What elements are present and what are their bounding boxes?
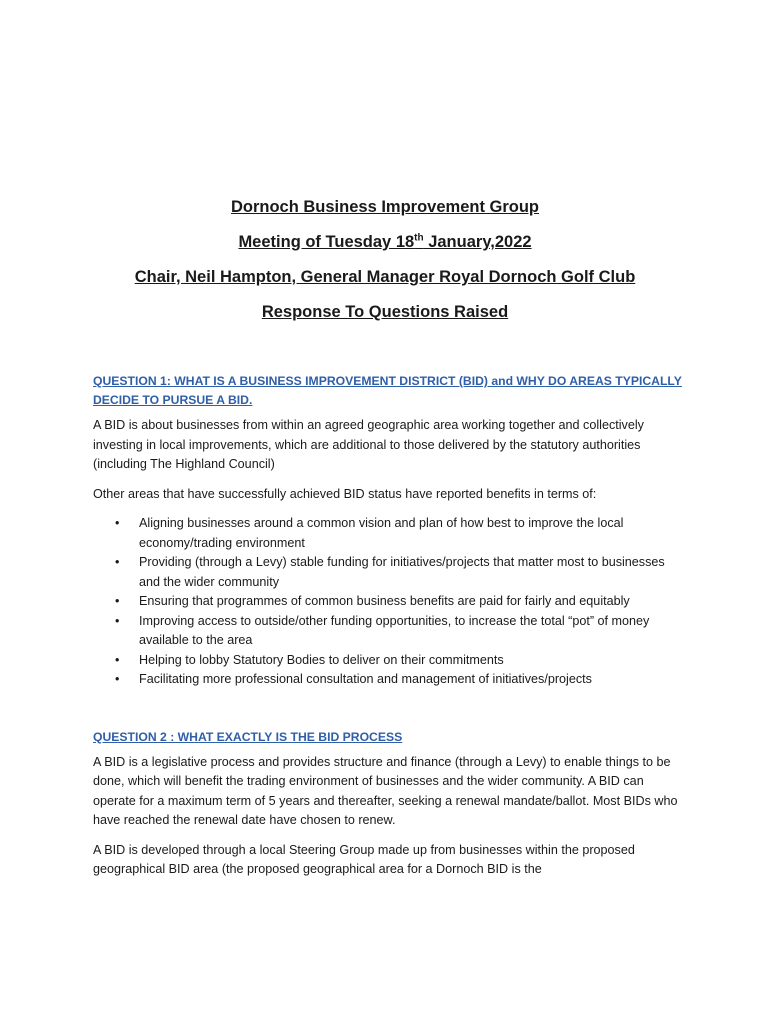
question-1-section (93, 372, 683, 690)
benefits-list (93, 514, 683, 690)
list-item (93, 651, 683, 671)
list-item (93, 553, 683, 592)
date-ordinal-suffix: th (414, 232, 424, 244)
meeting-date-rest: January,2022 (423, 233, 532, 251)
bullet-icon: • (115, 594, 120, 608)
bullet-icon: • (115, 613, 120, 628)
list-item (93, 612, 683, 651)
question-2-paragraph-1: A BID is a legislative process and provides structure and finance (through a Levy) to enable things to be done, which will benefit the trading environment of businesses and the wider community. A BID can operate for a maximum term of 5 years and thereafter, seeking a renewal mandate/ballot. Most BIDs who have reached the renewal date have chosen to renew. (93, 754, 678, 827)
question-2-paragraph-2: A BID is developed through a local Steering Group made up from businesses within the proposed geographical BID area (the proposed geographical area for a Dornoch BID is the (93, 842, 635, 876)
list-item-text: Aligning businesses around a common vision and plan of how best to improve the local economy/trading environment (139, 516, 624, 550)
document-header (0, 195, 770, 324)
list-item (93, 592, 683, 612)
meeting-date-text: Meeting of Tuesday 18 (238, 233, 415, 251)
question-2-heading: QUESTION 2 : WHAT EXACTLY IS THE BID PROCESS (93, 729, 403, 744)
bullet-icon: • (115, 555, 120, 569)
question-1-paragraph-2: Other areas that have successfully achieved BID status have reported benefits in terms of: (93, 486, 597, 501)
chair-title: Chair, Neil Hampton, General Manager Royal Dornoch Golf Club (134, 268, 636, 286)
bullet-icon: • (115, 516, 120, 530)
meeting-date-title (0, 230, 770, 254)
group-title: Dornoch Business Improvement Group (230, 198, 540, 216)
list-item-text: Ensuring that programmes of common business benefits are paid for fairly and equitably (139, 594, 630, 608)
list-item-text: Improving access to outside/other funding opportunities, to increase the total “pot” of money available to the area (139, 613, 650, 647)
document-body (93, 372, 683, 890)
response-title: Response To Questions Raised (261, 303, 509, 321)
bullet-icon: • (115, 672, 120, 686)
list-item (93, 670, 683, 690)
list-item-text: Facilitating more professional consultation and management of initiatives/projects (139, 672, 592, 686)
question-1-paragraph-1: A BID is about businesses from within an agreed geographic area working together and collectively investing in local improvements, which are additional to those delivered by the statutory authorities (including The Highland Council) (93, 418, 644, 471)
list-item (93, 514, 683, 553)
section-spacer (93, 700, 683, 728)
list-item-text: Helping to lobby Statutory Bodies to deliver on their commitments (139, 652, 504, 667)
question-1-heading: QUESTION 1: WHAT IS A BUSINESS IMPROVEMENT DISTRICT (BID) and WHY DO AREAS TYPICALLY DECIDE TO PURSUE A BID. (93, 374, 682, 407)
list-item-text: Providing (through a Levy) stable funding for initiatives/projects that matter most to businesses and the wider community (139, 555, 665, 589)
bullet-icon: • (115, 652, 120, 667)
question-2-section (93, 728, 683, 880)
